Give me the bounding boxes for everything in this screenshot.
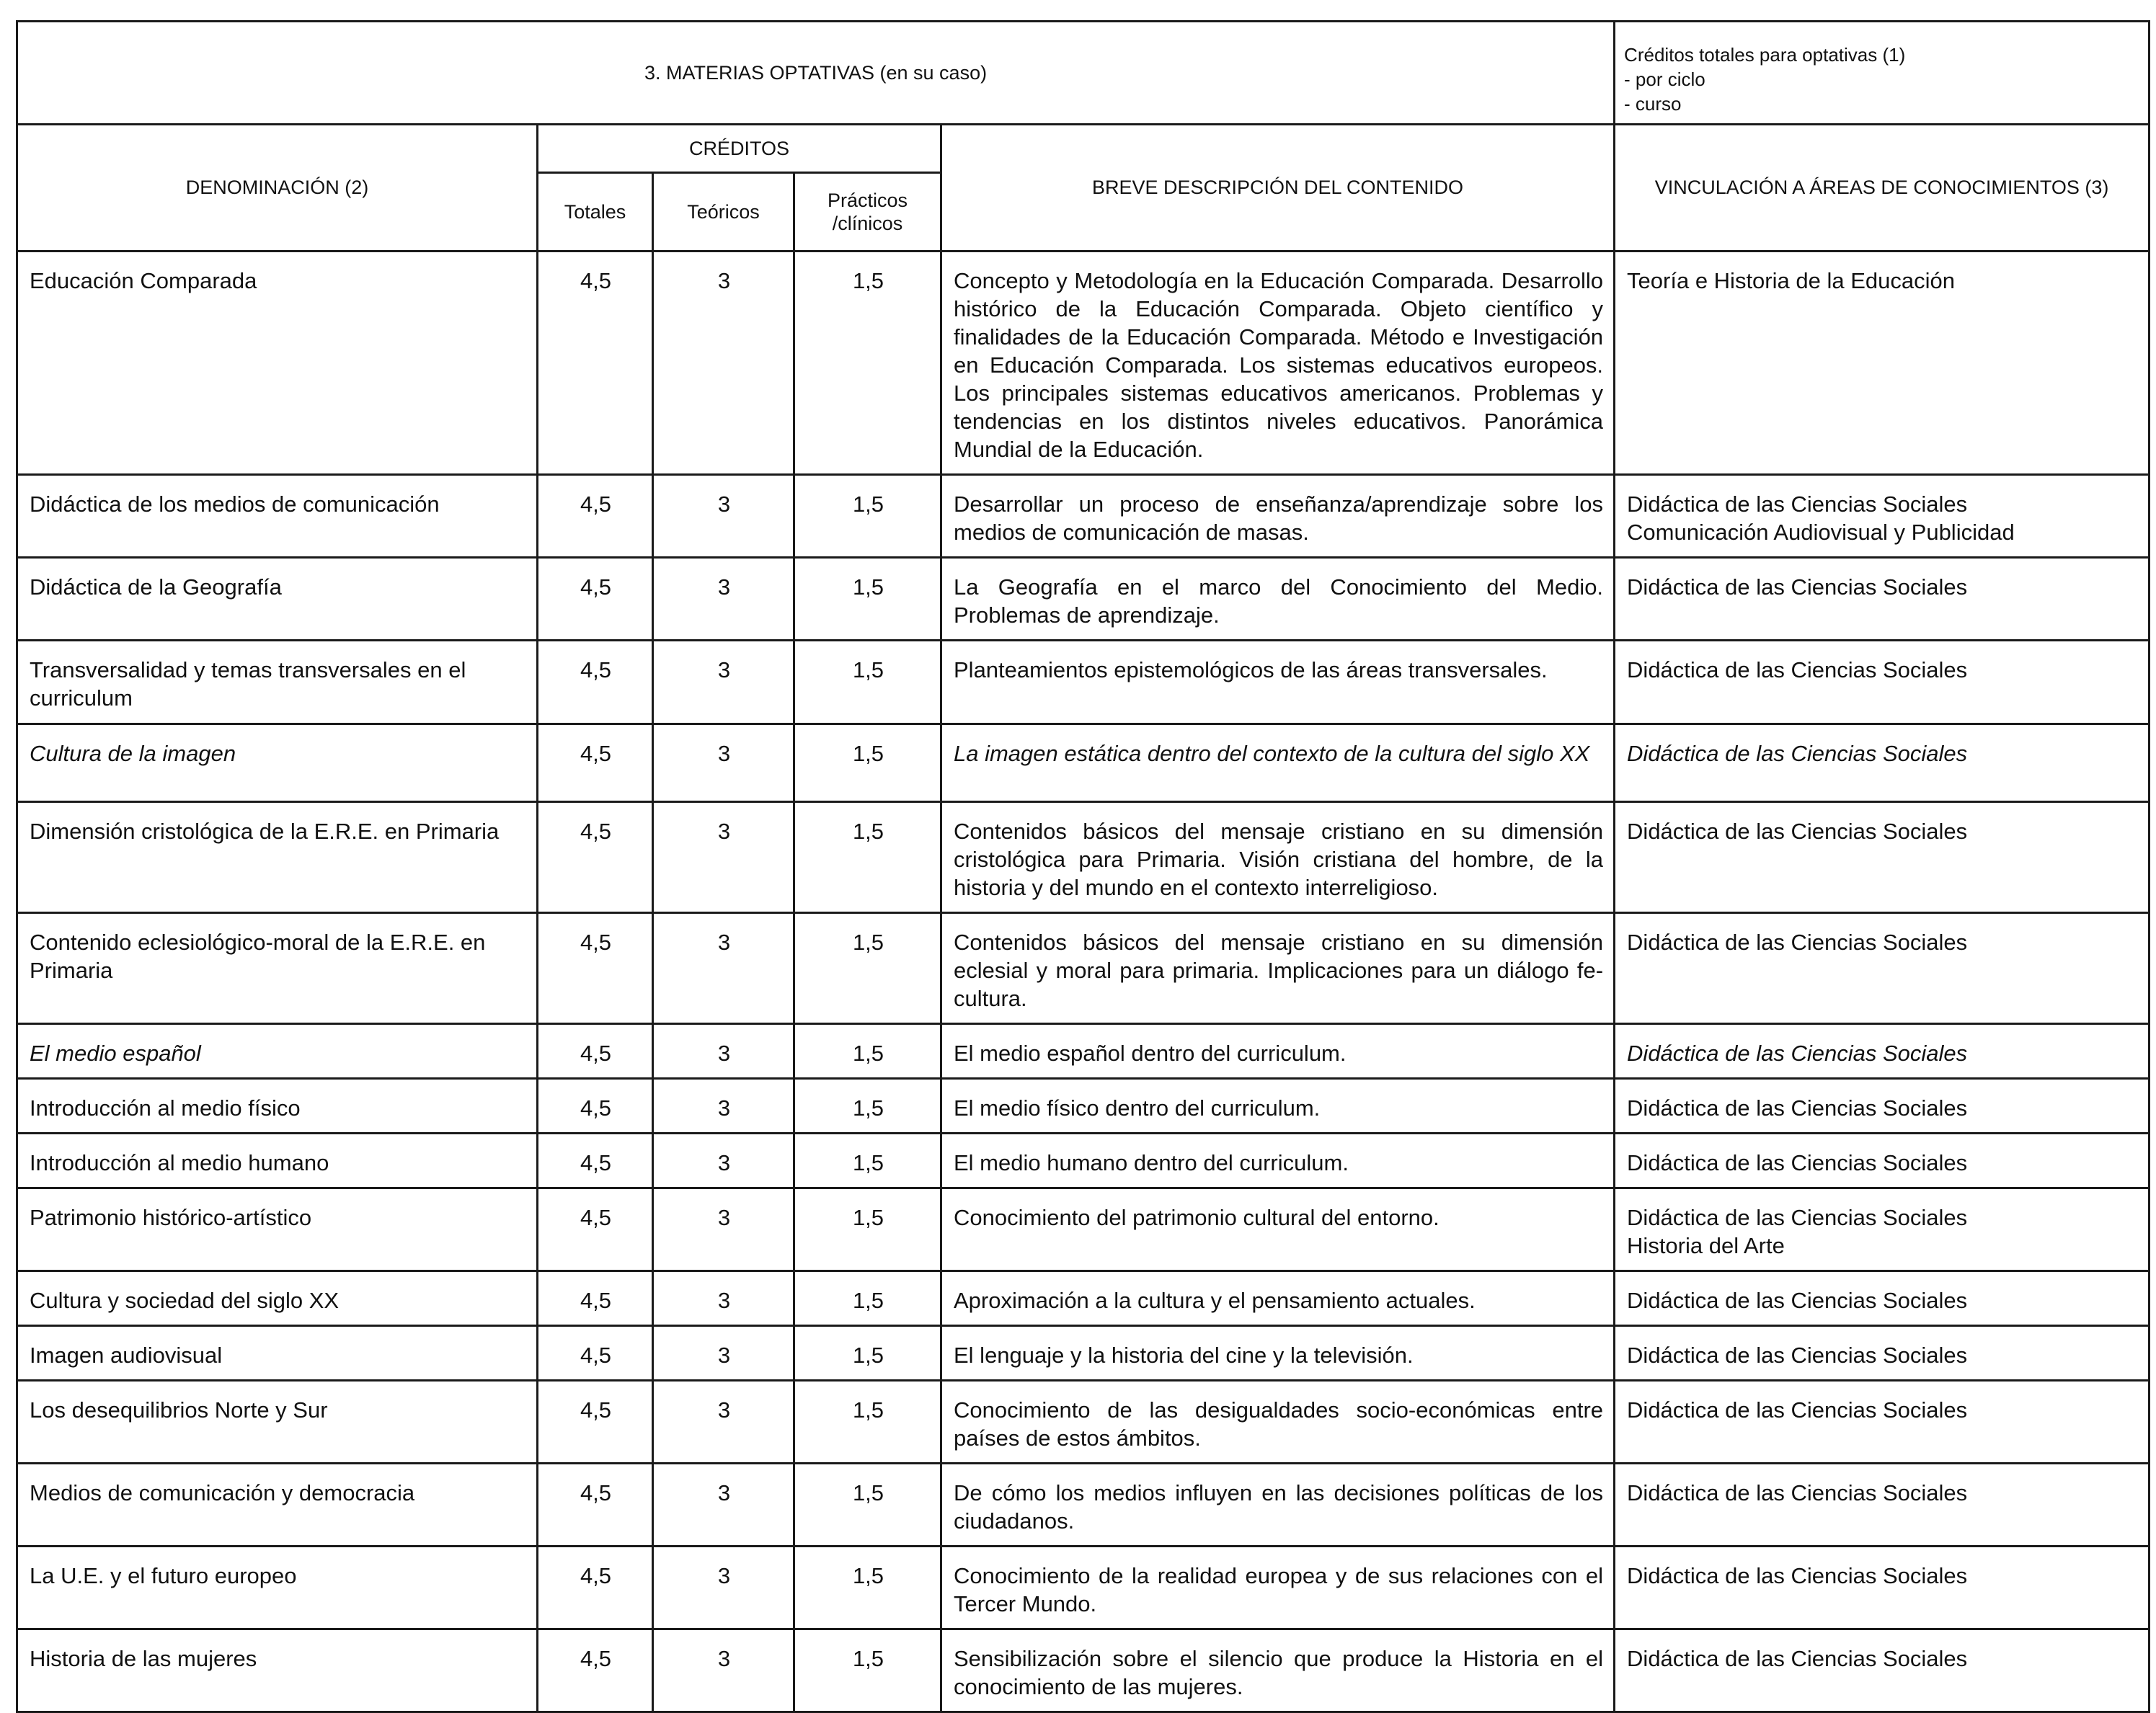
credits-teoricos: 3 <box>653 1326 794 1381</box>
subject-name: Imagen audiovisual <box>17 1326 538 1381</box>
credits-teoricos: 3 <box>653 913 794 1024</box>
subject-description: De cómo los medios influyen en las decisiones políticas de los ciudadanos. <box>941 1464 1615 1547</box>
credits-practicos: 1,5 <box>794 1188 941 1271</box>
header-totales: Totales <box>538 173 653 252</box>
table-row <box>17 1134 2150 1188</box>
knowledge-area: Didáctica de las Ciencias Sociales <box>1627 1563 1968 1588</box>
credits-practicos: 1,5 <box>794 1326 941 1381</box>
knowledge-area: Teoría e Historia de la Educación <box>1627 268 1955 293</box>
credits-practicos: 1,5 <box>794 1271 941 1326</box>
knowledge-areas <box>1615 1547 2150 1629</box>
knowledge-areas <box>1615 1381 2150 1464</box>
credits-totales: 4,5 <box>538 1079 653 1134</box>
knowledge-areas <box>1615 1629 2150 1712</box>
credits-totals-box <box>1615 22 2150 125</box>
header-teoricos: Teóricos <box>653 173 794 252</box>
credits-practicos: 1,5 <box>794 1629 941 1712</box>
credits-totales: 4,5 <box>538 1547 653 1629</box>
credits-totales: 4,5 <box>538 802 653 913</box>
subject-description: Sensibilización sobre el silencio que produce la Historia en el conocimiento de las mujeres. <box>941 1629 1615 1712</box>
credits-totales: 4,5 <box>538 724 653 802</box>
credits-totales: 4,5 <box>538 1381 653 1464</box>
credits-practicos: 1,5 <box>794 913 941 1024</box>
subject-name: Introducción al medio físico <box>17 1079 538 1134</box>
knowledge-area: Didáctica de las Ciencias Sociales <box>1627 1397 1968 1423</box>
table-row <box>17 1271 2150 1326</box>
subject-name: Dimensión cristológica de la E.R.E. en Primaria <box>17 802 538 913</box>
credits-teoricos: 3 <box>653 1464 794 1547</box>
credits-totales: 4,5 <box>538 1326 653 1381</box>
table-row <box>17 558 2150 641</box>
credits-practicos: 1,5 <box>794 475 941 558</box>
knowledge-area: Didáctica de las Ciencias Sociales <box>1627 1205 1968 1230</box>
credits-practicos: 1,5 <box>794 1079 941 1134</box>
knowledge-area: Comunicación Audiovisual y Publicidad <box>1627 520 2015 545</box>
credits-practicos: 1,5 <box>794 1024 941 1079</box>
table-row <box>17 475 2150 558</box>
credits-teoricos: 3 <box>653 1547 794 1629</box>
table-row <box>17 1464 2150 1547</box>
table-row <box>17 724 2150 802</box>
credits-totales: 4,5 <box>538 1629 653 1712</box>
knowledge-areas <box>1615 913 2150 1024</box>
credits-teoricos: 3 <box>653 1271 794 1326</box>
title-row <box>17 22 2150 125</box>
knowledge-area: Didáctica de las Ciencias Sociales <box>1627 930 1968 955</box>
table-row <box>17 1629 2150 1712</box>
knowledge-areas <box>1615 1079 2150 1134</box>
knowledge-area: Didáctica de las Ciencias Sociales <box>1627 1646 1968 1671</box>
subject-description: Desarrollar un proceso de enseñanza/aprendizaje sobre los medios de comunicación de masas. <box>941 475 1615 558</box>
credits-teoricos: 3 <box>653 1381 794 1464</box>
credits-teoricos: 3 <box>653 724 794 802</box>
knowledge-areas <box>1615 802 2150 913</box>
subjects-body <box>17 252 2150 1712</box>
subject-name: Didáctica de los medios de comunicación <box>17 475 538 558</box>
knowledge-area: Didáctica de las Ciencias Sociales <box>1627 741 1968 766</box>
credits-totales: 4,5 <box>538 1271 653 1326</box>
knowledge-area: Didáctica de las Ciencias Sociales <box>1627 574 1968 600</box>
credits-per-cycle: - por ciclo <box>1624 68 1705 90</box>
knowledge-areas <box>1615 475 2150 558</box>
subject-name: Contenido eclesiológico-moral de la E.R.E. en Primaria <box>17 913 538 1024</box>
credits-teoricos: 3 <box>653 1629 794 1712</box>
table-row <box>17 641 2150 724</box>
knowledge-areas <box>1615 558 2150 641</box>
credits-totales: 4,5 <box>538 913 653 1024</box>
table-row <box>17 913 2150 1024</box>
credits-teoricos: 3 <box>653 641 794 724</box>
subject-name: El medio español <box>17 1024 538 1079</box>
subject-description: Conocimiento de las desigualdades socio-económicas entre países de estos ámbitos. <box>941 1381 1615 1464</box>
knowledge-areas <box>1615 1024 2150 1079</box>
credits-teoricos: 3 <box>653 475 794 558</box>
subject-description: Conocimiento del patrimonio cultural del entorno. <box>941 1188 1615 1271</box>
header-row-1 <box>17 125 2150 173</box>
subject-description: Concepto y Metodología en la Educación Comparada. Desarrollo histórico de la Educación Comparada. Objeto científico y finalidades de la Educación Comparada. Método e Investigación en Educación Comparada. Los sistemas educativos europeos. Los principales sistemas educativos americanos. Problemas y tendencias en los distintos niveles educativos. Panorámica Mundial de la Educación. <box>941 252 1615 475</box>
subject-description: Planteamientos epistemológicos de las áreas transversales. <box>941 641 1615 724</box>
knowledge-area: Didáctica de las Ciencias Sociales <box>1627 657 1968 682</box>
header-descripcion: BREVE DESCRIPCIÓN DEL CONTENIDO <box>941 125 1615 252</box>
section-title: 3. MATERIAS OPTATIVAS (en su caso) <box>17 22 1615 125</box>
header-practicos: Prácticos /clínicos <box>794 173 941 252</box>
table-row <box>17 1024 2150 1079</box>
subject-name: Medios de comunicación y democracia <box>17 1464 538 1547</box>
knowledge-area: Didáctica de las Ciencias Sociales <box>1627 491 1968 517</box>
credits-totales: 4,5 <box>538 641 653 724</box>
credits-practicos: 1,5 <box>794 802 941 913</box>
knowledge-area: Didáctica de las Ciencias Sociales <box>1627 1343 1968 1368</box>
knowledge-areas <box>1615 1326 2150 1381</box>
credits-teoricos: 3 <box>653 558 794 641</box>
knowledge-areas <box>1615 252 2150 475</box>
credits-teoricos: 3 <box>653 252 794 475</box>
credits-totales: 4,5 <box>538 1464 653 1547</box>
knowledge-areas <box>1615 1134 2150 1188</box>
credits-teoricos: 3 <box>653 1188 794 1271</box>
credits-teoricos: 3 <box>653 1024 794 1079</box>
subject-name: Cultura de la imagen <box>17 724 538 802</box>
credits-practicos: 1,5 <box>794 1464 941 1547</box>
credits-teoricos: 3 <box>653 1134 794 1188</box>
knowledge-areas <box>1615 1464 2150 1547</box>
subject-name: Transversalidad y temas transversales en el curriculum <box>17 641 538 724</box>
credits-practicos: 1,5 <box>794 1134 941 1188</box>
knowledge-areas <box>1615 641 2150 724</box>
subject-description: La Geografía en el marco del Conocimiento del Medio. Problemas de aprendizaje. <box>941 558 1615 641</box>
credits-practicos: 1,5 <box>794 724 941 802</box>
subject-description: El medio español dentro del curriculum. <box>941 1024 1615 1079</box>
credits-totales: 4,5 <box>538 558 653 641</box>
header-vinculacion: VINCULACIÓN A ÁREAS DE CONOCIMIENTOS (3) <box>1615 125 2150 252</box>
header-denominacion: DENOMINACIÓN (2) <box>17 125 538 252</box>
subject-name: Didáctica de la Geografía <box>17 558 538 641</box>
credits-practicos: 1,5 <box>794 558 941 641</box>
credits-totales: 4,5 <box>538 1134 653 1188</box>
credits-practicos: 1,5 <box>794 252 941 475</box>
subject-name: Patrimonio histórico-artístico <box>17 1188 538 1271</box>
knowledge-areas <box>1615 724 2150 802</box>
knowledge-areas <box>1615 1271 2150 1326</box>
credits-practicos: 1,5 <box>794 1381 941 1464</box>
credits-totales: 4,5 <box>538 252 653 475</box>
table-row <box>17 1381 2150 1464</box>
optativas-table <box>16 20 2150 1713</box>
credits-per-course: - curso <box>1624 93 1682 115</box>
table-row <box>17 1188 2150 1271</box>
knowledge-area: Didáctica de las Ciencias Sociales <box>1627 1150 1968 1175</box>
subject-description: El medio humano dentro del curriculum. <box>941 1134 1615 1188</box>
subject-name: La U.E. y el futuro europeo <box>17 1547 538 1629</box>
subject-name: Cultura y sociedad del siglo XX <box>17 1271 538 1326</box>
table-row <box>17 1079 2150 1134</box>
subject-description: El medio físico dentro del curriculum. <box>941 1079 1615 1134</box>
subject-description: Contenidos básicos del mensaje cristiano en su dimensión eclesial y moral para primaria. Implicaciones para un diálogo fe-cultura. <box>941 913 1615 1024</box>
knowledge-area: Historia del Arte <box>1627 1233 1785 1258</box>
table-row <box>17 802 2150 913</box>
table-row <box>17 252 2150 475</box>
credits-totals-label: Créditos totales para optativas (1) <box>1624 44 1906 66</box>
subject-name: Educación Comparada <box>17 252 538 475</box>
knowledge-area: Didáctica de las Ciencias Sociales <box>1627 1480 1968 1505</box>
credits-practicos: 1,5 <box>794 1547 941 1629</box>
knowledge-area: Didáctica de las Ciencias Sociales <box>1627 1288 1968 1313</box>
subject-name: Historia de las mujeres <box>17 1629 538 1712</box>
credits-totales: 4,5 <box>538 475 653 558</box>
credits-teoricos: 3 <box>653 1079 794 1134</box>
subject-description: La imagen estática dentro del contexto de la cultura del siglo XX <box>941 724 1615 802</box>
subject-description: Aproximación a la cultura y el pensamiento actuales. <box>941 1271 1615 1326</box>
subject-name: Los desequilibrios Norte y Sur <box>17 1381 538 1464</box>
header-creditos: CRÉDITOS <box>538 125 941 173</box>
subject-description: El lenguaje y la historia del cine y la televisión. <box>941 1326 1615 1381</box>
knowledge-area: Didáctica de las Ciencias Sociales <box>1627 1041 1968 1066</box>
knowledge-area: Didáctica de las Ciencias Sociales <box>1627 819 1968 844</box>
credits-totales: 4,5 <box>538 1188 653 1271</box>
subject-description: Conocimiento de la realidad europea y de sus relaciones con el Tercer Mundo. <box>941 1547 1615 1629</box>
credits-teoricos: 3 <box>653 802 794 913</box>
subject-name: Introducción al medio humano <box>17 1134 538 1188</box>
subject-description: Contenidos básicos del mensaje cristiano en su dimensión cristológica para Primaria. Visión cristiana del hombre, de la historia y del mundo en el contexto interreligioso. <box>941 802 1615 913</box>
knowledge-area: Didáctica de las Ciencias Sociales <box>1627 1095 1968 1121</box>
table-row <box>17 1326 2150 1381</box>
knowledge-areas <box>1615 1188 2150 1271</box>
credits-practicos: 1,5 <box>794 641 941 724</box>
table-row <box>17 1547 2150 1629</box>
credits-totales: 4,5 <box>538 1024 653 1079</box>
optativas-document <box>16 20 2148 1713</box>
